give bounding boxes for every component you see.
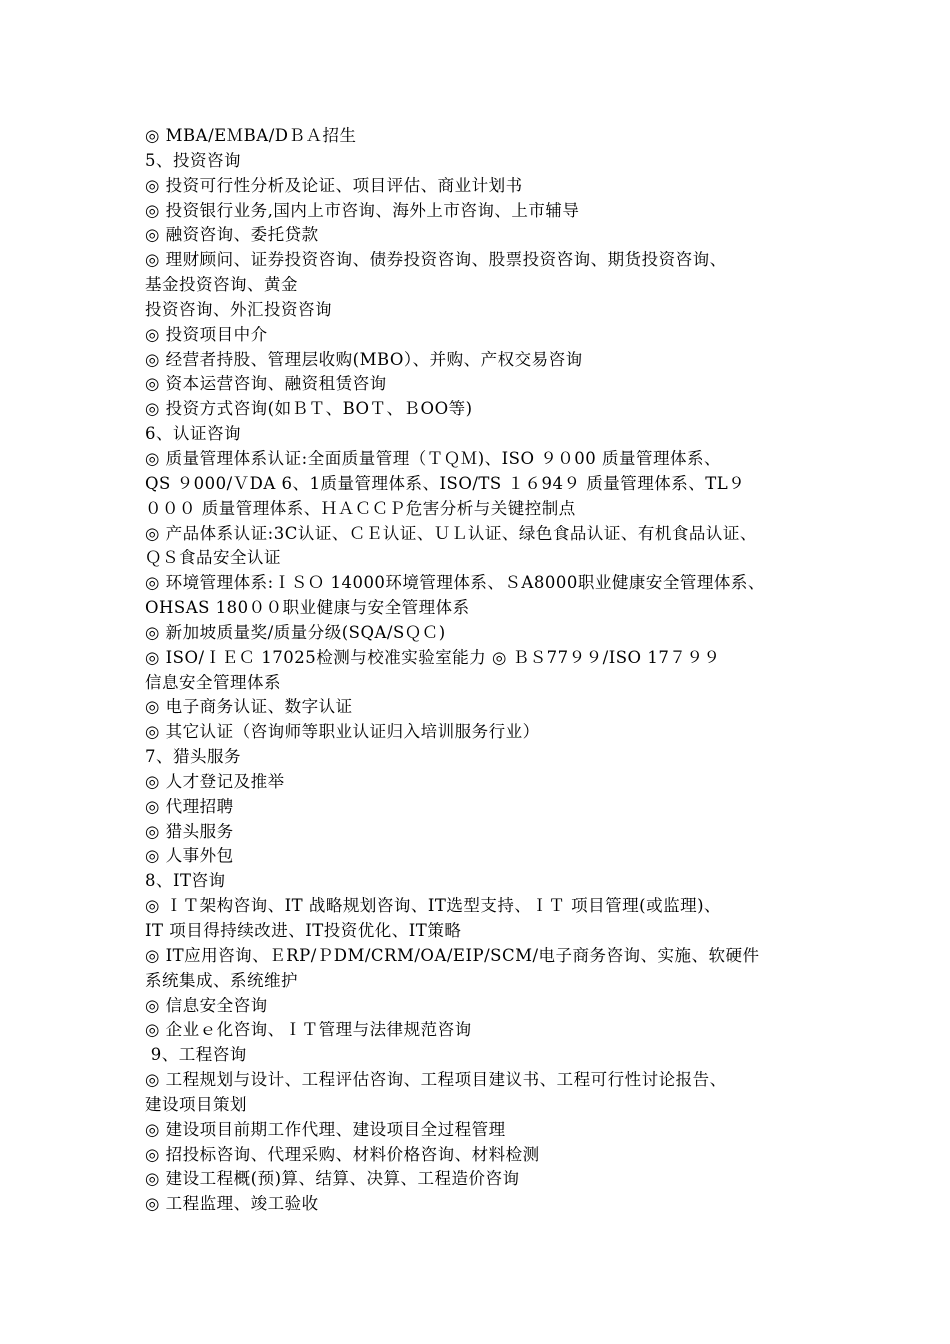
- text-line: ◎ 招投标咨询、代理采购、材料价格咨询、材料检测: [145, 1144, 540, 1164]
- text-line: ◎ 其它认证（咨询师等职业认证归入培训服务行业）: [145, 722, 540, 742]
- text-line: ◎ 猎头服务: [145, 821, 234, 841]
- text-line: OHSAS 180００职业健康与安全管理体系: [145, 598, 470, 618]
- text-line: ◎ MBA/EＭBA/DＢＡ招生: [145, 126, 357, 145]
- text-line: ◎ 建设项目前期工作代理、建设项目全过程管理: [145, 1119, 506, 1139]
- text-line: 基金投资咨询、黄金: [145, 275, 298, 295]
- text-line: IT 项目得持续改进、IT投资优化、IT策略: [145, 921, 462, 940]
- text-line: ◎ 投资银行业务,国内上市咨询、海外上市咨询、上市辅导: [145, 200, 580, 220]
- text-line: ◎ 资本运营咨询、融资租赁咨询: [145, 374, 387, 394]
- section-heading: 7、猎头服务: [145, 747, 241, 767]
- text-line: ◎ 产品体系认证:3C认证、ＣＥ认证、ＵＬ认证、绿色食品认证、有机食品认证、: [145, 523, 757, 543]
- text-line: ◎ 投资项目中介: [145, 324, 268, 344]
- text-line: ◎ IT应用咨询、ＥRP/ＰDM/CRM/OA/EIP/SCM/电子商务咨询、实施、软硬件: [145, 945, 760, 965]
- text-line: ◎ 企业ｅ化咨询、ＩＴ管理与法律规范咨询: [145, 1020, 472, 1040]
- text-line: ０００ 质量管理体系、ＨＡＣＣＰ危害分析与关键控制点: [145, 498, 576, 518]
- text-line: ◎ 工程规划与设计、工程评估咨询、工程项目建议书、工程可行性讨论报告、: [145, 1070, 727, 1090]
- text-line: ◎ 工程监理、竣工验收: [145, 1194, 319, 1214]
- text-line: ◎ 代理招聘: [145, 796, 234, 816]
- text-line: 投资咨询、外汇投资咨询: [145, 299, 332, 319]
- section-heading: 6、认证咨询: [145, 424, 241, 444]
- text-line: 建设项目策划: [145, 1094, 247, 1114]
- text-line: ◎ 建设工程概(预)算、结算、决算、工程造价咨询: [145, 1169, 520, 1189]
- text-line: ◎ 融资咨询、委托贷款: [145, 225, 319, 245]
- section-heading: 5、投资咨询: [145, 150, 241, 170]
- text-line: ◎ ＩＴ架构咨询、IT 战略规划咨询、IT选型支持、ＩＴ 项目管理(或监理)、: [145, 896, 722, 916]
- text-line: ◎ 投资方式咨询(如ＢＴ、BOＴ、ＢOO等): [145, 399, 473, 419]
- text-line: ◎ 信息安全咨询: [145, 995, 268, 1015]
- text-line: ◎ 人事外包: [145, 846, 234, 866]
- section-heading: 8、IT咨询: [145, 871, 226, 891]
- text-line: ◎ 经营者持股、管理层收购(MBO）、并购、产权交易咨询: [145, 349, 583, 369]
- text-line: ◎ ISO/ＩＥＣ 17025检测与校准实验室能力 ◎ ＢＳ77９９/ISO 17７９９: [145, 647, 721, 667]
- text-line: ◎ 环境管理体系:ＩＳＯ 14000环境管理体系、ＳA8000职业健康安全管理体系、: [145, 573, 765, 593]
- document-body: [145, 124, 835, 1217]
- text-line: ◎ 理财顾问、证券投资咨询、债券投资咨询、股票投资咨询、期货投资咨询、: [145, 250, 727, 270]
- text-line: ◎ 新加坡质量奖/质量分级(SQA/SＱＣ): [145, 622, 446, 642]
- text-line: ◎ 电子商务认证、数字认证: [145, 697, 353, 717]
- text-line: ◎ 人才登记及推举: [145, 771, 285, 791]
- text-line: 信息安全管理体系: [145, 672, 281, 692]
- text-line: QS ９000/ＶDA 6、1质量管理体系、ISO/TS １６94９ 质量管理体系、TL９: [145, 473, 746, 493]
- text-line: ＱＳ食品安全认证: [145, 548, 281, 568]
- text-line: ◎ 投资可行性分析及论证、项目评估、商业计划书: [145, 175, 523, 195]
- text-line: 系统集成、系统维护: [145, 970, 298, 990]
- text-line: ◎ 质量管理体系认证:全面质量管理（ＴＱＭ)、ISO ９０00 质量管理体系、: [145, 448, 721, 468]
- section-heading: 9、工程咨询: [145, 1045, 247, 1065]
